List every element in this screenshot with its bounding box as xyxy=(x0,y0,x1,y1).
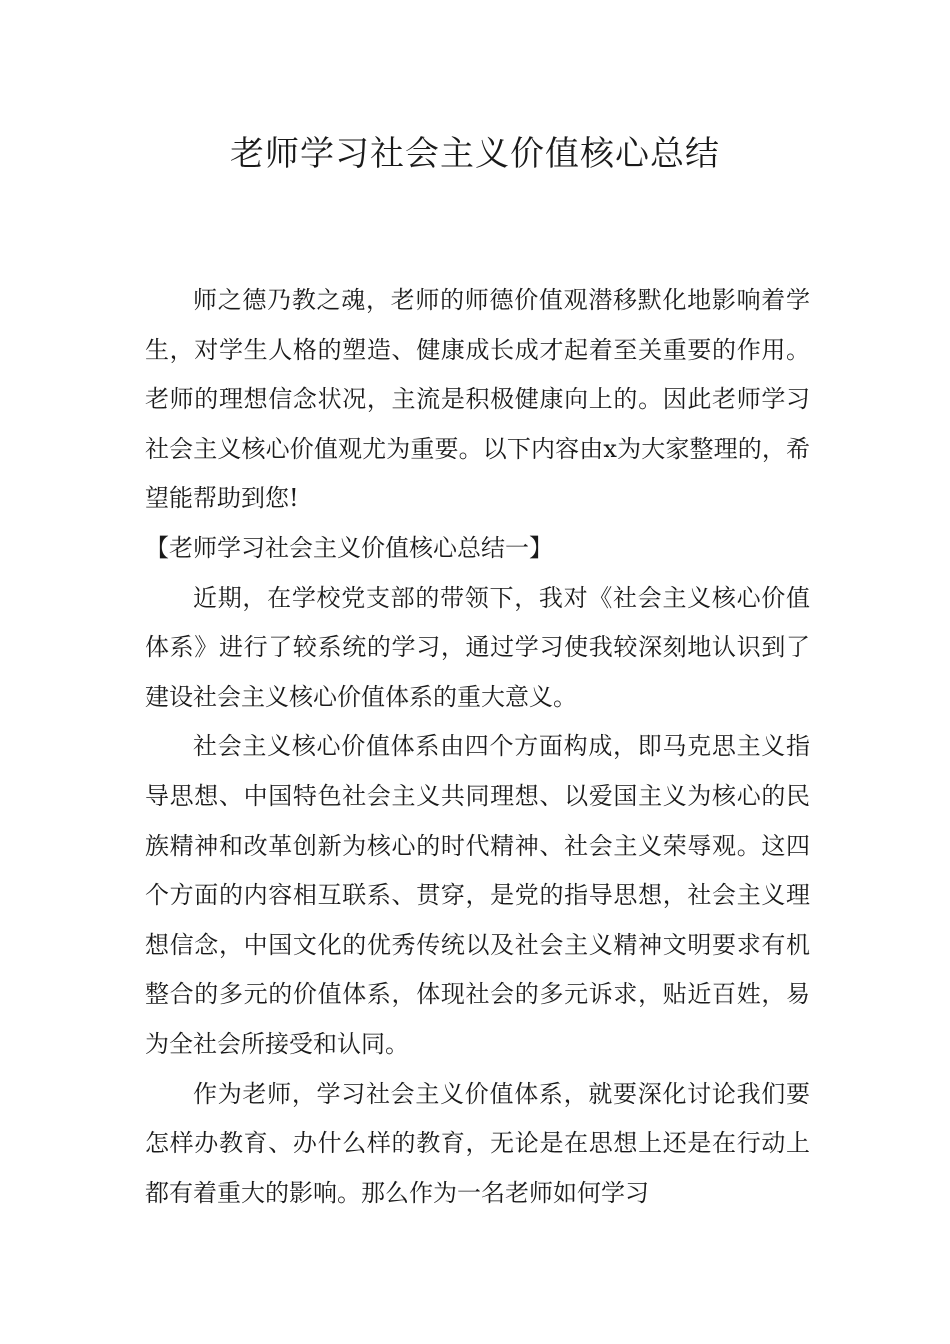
body-paragraph-2: 社会主义核心价值体系由四个方面构成，即马克思主义指导思想、中国特色社会主义共同理想、以爱国主义为核心的民族精神和改革创新为核心的时代精神、社会主义荣辱观。这四个方面的内容相互联系、贯穿，是党的指导思想，社会主义理想信念，中国文化的优秀传统以及社会主义精神文明要求有机整合的多元的价值体系，体现社会的多元诉求，贴近百姓，易为全社会所接受和认同。 xyxy=(145,732,810,1058)
document-body xyxy=(145,276,810,1218)
section-heading: 【老师学习社会主义价值核心总结一】 xyxy=(145,533,553,562)
body-paragraph-3: 作为老师，学习社会主义价值体系，就要深化讨论我们要怎样办教育、办什么样的教育，无论是在思想上还是在行动上都有着重大的影响。那么作为一名老师如何学习 xyxy=(145,1079,810,1207)
intro-paragraph: 师之德乃教之魂，老师的师德价值观潜移默化地影响着学生，对学生人格的塑造、健康成长成才起着至关重要的作用。老师的理想信念状况，主流是积极健康向上的。因此老师学习社会主义核心价值观尤为重要。以下内容由x为大家整理的，希望能帮助到您! xyxy=(145,286,810,513)
body-paragraph-1: 近期，在学校党支部的带领下，我对《社会主义核心价值体系》进行了较系统的学习，通过学习使我较深刻地认识到了建设社会主义核心价值体系的重大意义。 xyxy=(145,583,810,711)
document-title: 老师学习社会主义价值核心总结 xyxy=(230,134,720,174)
